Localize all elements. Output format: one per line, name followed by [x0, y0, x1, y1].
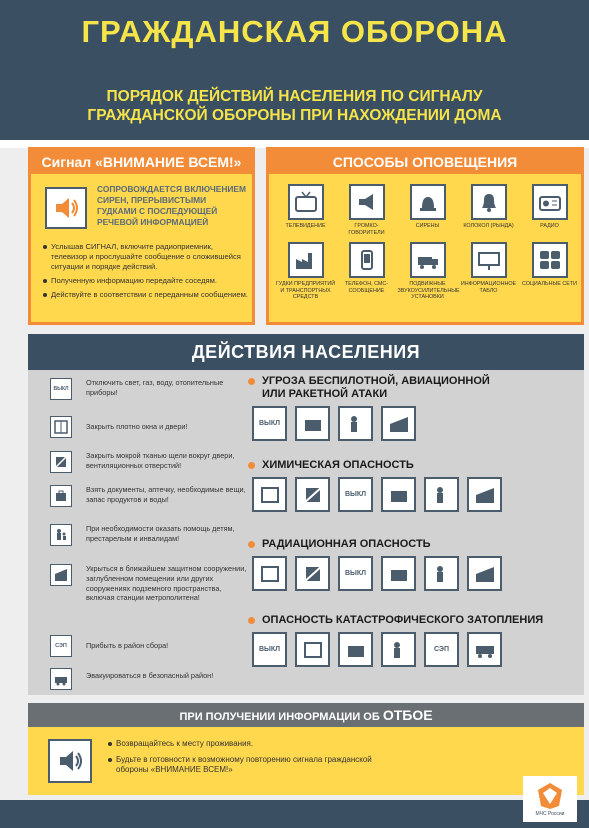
loudspeaker-icon	[349, 184, 385, 220]
close-window-icon	[295, 632, 330, 667]
threat-title: ОПАСНОСТЬ КАТАСТРОФИЧЕСКОГО ЗАТОПЛЕНИЯ	[246, 614, 576, 627]
otboy-panel	[28, 727, 584, 795]
list-item: При необходимости оказать помощь детям, престарелым и инвалидам!	[50, 524, 250, 546]
notify-label: СИРЕНЫ	[415, 223, 440, 229]
actions-panel	[28, 370, 584, 695]
close-window-icon	[50, 416, 72, 438]
emblem-icon	[537, 782, 563, 810]
power-off-icon: ВЫКЛ	[252, 406, 287, 441]
signal-bullets	[43, 242, 248, 304]
shelter-icon	[50, 564, 72, 586]
notify-label: КОЛОКОЛ (РЫНДА)	[463, 223, 514, 229]
power-off-icon: ВЫКЛ	[338, 477, 373, 512]
list-item: Эвакуироваться в безопасный район!	[50, 668, 213, 690]
shelter-icon	[381, 406, 416, 441]
wet-cloth-icon	[295, 556, 330, 591]
wet-cloth-icon	[50, 451, 72, 473]
truck-icon	[410, 242, 446, 278]
threat-title: УГРОЗА БЕСПИЛОТНОЙ, АВИАЦИОННОЙ ИЛИ РАКЕТНОЙ АТАКИ	[246, 375, 576, 401]
threat-icons	[252, 477, 576, 512]
close-window-icon	[252, 477, 287, 512]
sep-icon: СЭП	[424, 632, 459, 667]
subtitle-line-2: ГРАЖДАНСКОЙ ОБОРОНЫ ПРИ НАХОЖДЕНИИ ДОМА	[87, 107, 502, 124]
list-item: Возвращайтесь к месту проживания.	[108, 739, 398, 750]
radio-icon	[532, 184, 568, 220]
board-icon	[471, 242, 507, 278]
notification-heading: СПОСОБЫ ОПОВЕЩЕНИЯ	[269, 150, 581, 174]
notify-label: ГРОМКО-ГОВОРИТЕЛИ	[348, 223, 385, 236]
list-item: СЭП Прибыть в район сбора!	[50, 635, 168, 657]
list-item: Будьте в готовности к возможному повторению сигнала гражданской обороны «ВНИМАНИЕ ВСЕМ!»	[108, 755, 398, 776]
page-title: ГРАЖДАНСКАЯ ОБОРОНА	[81, 14, 508, 49]
actions-heading: ДЕЙСТВИЯ НАСЕЛЕНИЯ	[28, 334, 584, 370]
power-off-icon: ВЫКЛ	[252, 632, 287, 667]
help-people-icon	[338, 406, 373, 441]
notify-item-truck	[397, 242, 458, 301]
speaker-icon	[48, 739, 92, 783]
emercom-logo: МЧС России	[523, 776, 577, 822]
notify-label: ТЕЛЕФОН, СМС-СООБЩЕНИЕ	[344, 281, 389, 294]
list-item: Услышав СИГНАЛ, включите радиоприемник, телевизор и прослушайте сообщение о сложившейся ситуации и порядке действий.	[43, 242, 248, 272]
close-window-icon	[252, 556, 287, 591]
notify-item-board	[458, 242, 519, 301]
notification-grid	[275, 184, 580, 301]
documents-icon	[295, 406, 330, 441]
documents-icon	[338, 632, 373, 667]
signal-panel	[28, 147, 255, 325]
notify-label: СОЦИАЛЬНЫЕ СЕТИ	[521, 281, 578, 287]
list-item: Закрыть мокрой тканью щели вокруг двери, вентиляционных отверстий!	[50, 451, 250, 473]
sep-icon: СЭП	[50, 635, 72, 657]
factory-icon	[288, 242, 324, 278]
notify-item-loudspeaker	[336, 184, 397, 236]
power-off-icon: ВЫКЛ	[50, 378, 72, 400]
evacuate-icon	[50, 668, 72, 690]
social-icon	[532, 242, 568, 278]
help-people-icon	[424, 477, 459, 512]
notification-panel	[266, 147, 584, 325]
notify-item-bell	[458, 184, 519, 236]
notify-item-tv	[275, 184, 336, 236]
evacuate-icon	[467, 632, 502, 667]
documents-icon	[381, 477, 416, 512]
bell-icon	[471, 184, 507, 220]
signal-heading: Сигнал «ВНИМАНИЕ ВСЕМ!»	[31, 150, 252, 174]
threat-air-attack	[246, 375, 576, 441]
footer	[0, 800, 589, 828]
speaker-icon	[45, 187, 87, 229]
shelter-icon	[467, 477, 502, 512]
page-subtitle	[30, 87, 559, 125]
help-people-icon	[50, 524, 72, 546]
power-off-icon: ВЫКЛ	[338, 556, 373, 591]
list-item: ВЫКЛ Отключить свет, газ, воду, отопительные приборы!	[50, 378, 250, 400]
threat-radiation	[246, 538, 576, 591]
threat-icons	[252, 406, 576, 441]
notify-label: ТЕЛЕВИДЕНИЕ	[285, 223, 326, 229]
list-item: Полученную информацию передайте соседям.	[43, 276, 248, 286]
help-people-icon	[424, 556, 459, 591]
siren-icon	[410, 184, 446, 220]
notify-label: ГУДКИ ПРЕДПРИЯТИЙ И ТРАНСПОРТНЫХ СРЕДСТВ	[275, 281, 336, 300]
otboy-heading: ПРИ ПОЛУЧЕНИИ ИНФОРМАЦИИ ОБ ОТБОЕ	[28, 703, 584, 727]
signal-description: СОПРОВОЖДАЕТСЯ ВКЛЮЧЕНИЕМ СИРЕН, ПРЕРЫВИСТЫМИ ГУДКАМИ С ПОСЛЕДУЮЩЕЙ РЕЧЕВОЙ ИНФОРМАЦИЕЙ	[97, 184, 246, 227]
phone-icon	[349, 242, 385, 278]
list-item: Укрыться в ближайшем защитном сооружении, заглубленном помещении или других сооружениях подземного пространства, включая станции метрополитена!	[50, 564, 250, 603]
wet-cloth-icon	[295, 477, 330, 512]
notify-item-phone	[336, 242, 397, 301]
list-item: Взять документы, аптечку, необходимые вещи, запас продуктов и воды!	[50, 485, 250, 507]
header	[0, 0, 589, 140]
documents-icon	[50, 485, 72, 507]
notify-label: ПОДВИЖНЫЕ ЗВУКОУСИЛИТЕЛЬНЫЕ УСТАНОВКИ	[397, 281, 460, 300]
threat-flooding	[246, 614, 576, 667]
list-item: Действуйте в соответствии с переданным сообщением.	[43, 290, 248, 300]
threat-title: РАДИАЦИОННАЯ ОПАСНОСТЬ	[246, 538, 576, 551]
otboy-bullets	[108, 739, 398, 781]
threat-icons	[252, 632, 576, 667]
notify-item-social	[519, 242, 580, 301]
list-item: Закрыть плотно окна и двери!	[50, 416, 188, 438]
notify-label: ИНФОРМАЦИОННОЕ ТАБЛО	[460, 281, 517, 294]
shelter-icon	[467, 556, 502, 591]
threat-title: ХИМИЧЕСКАЯ ОПАСНОСТЬ	[246, 459, 576, 472]
threat-icons	[252, 556, 576, 591]
documents-icon	[381, 556, 416, 591]
threat-chemical	[246, 459, 576, 512]
help-people-icon	[381, 632, 416, 667]
notify-label: РАДИО	[540, 223, 559, 229]
subtitle-line-1: ПОРЯДОК ДЕЙСТВИЙ НАСЕЛЕНИЯ ПО СИГНАЛУ	[106, 88, 483, 105]
tv-icon	[288, 184, 324, 220]
notify-item-radio	[519, 184, 580, 236]
notify-item-siren	[397, 184, 458, 236]
notify-item-factory	[275, 242, 336, 301]
